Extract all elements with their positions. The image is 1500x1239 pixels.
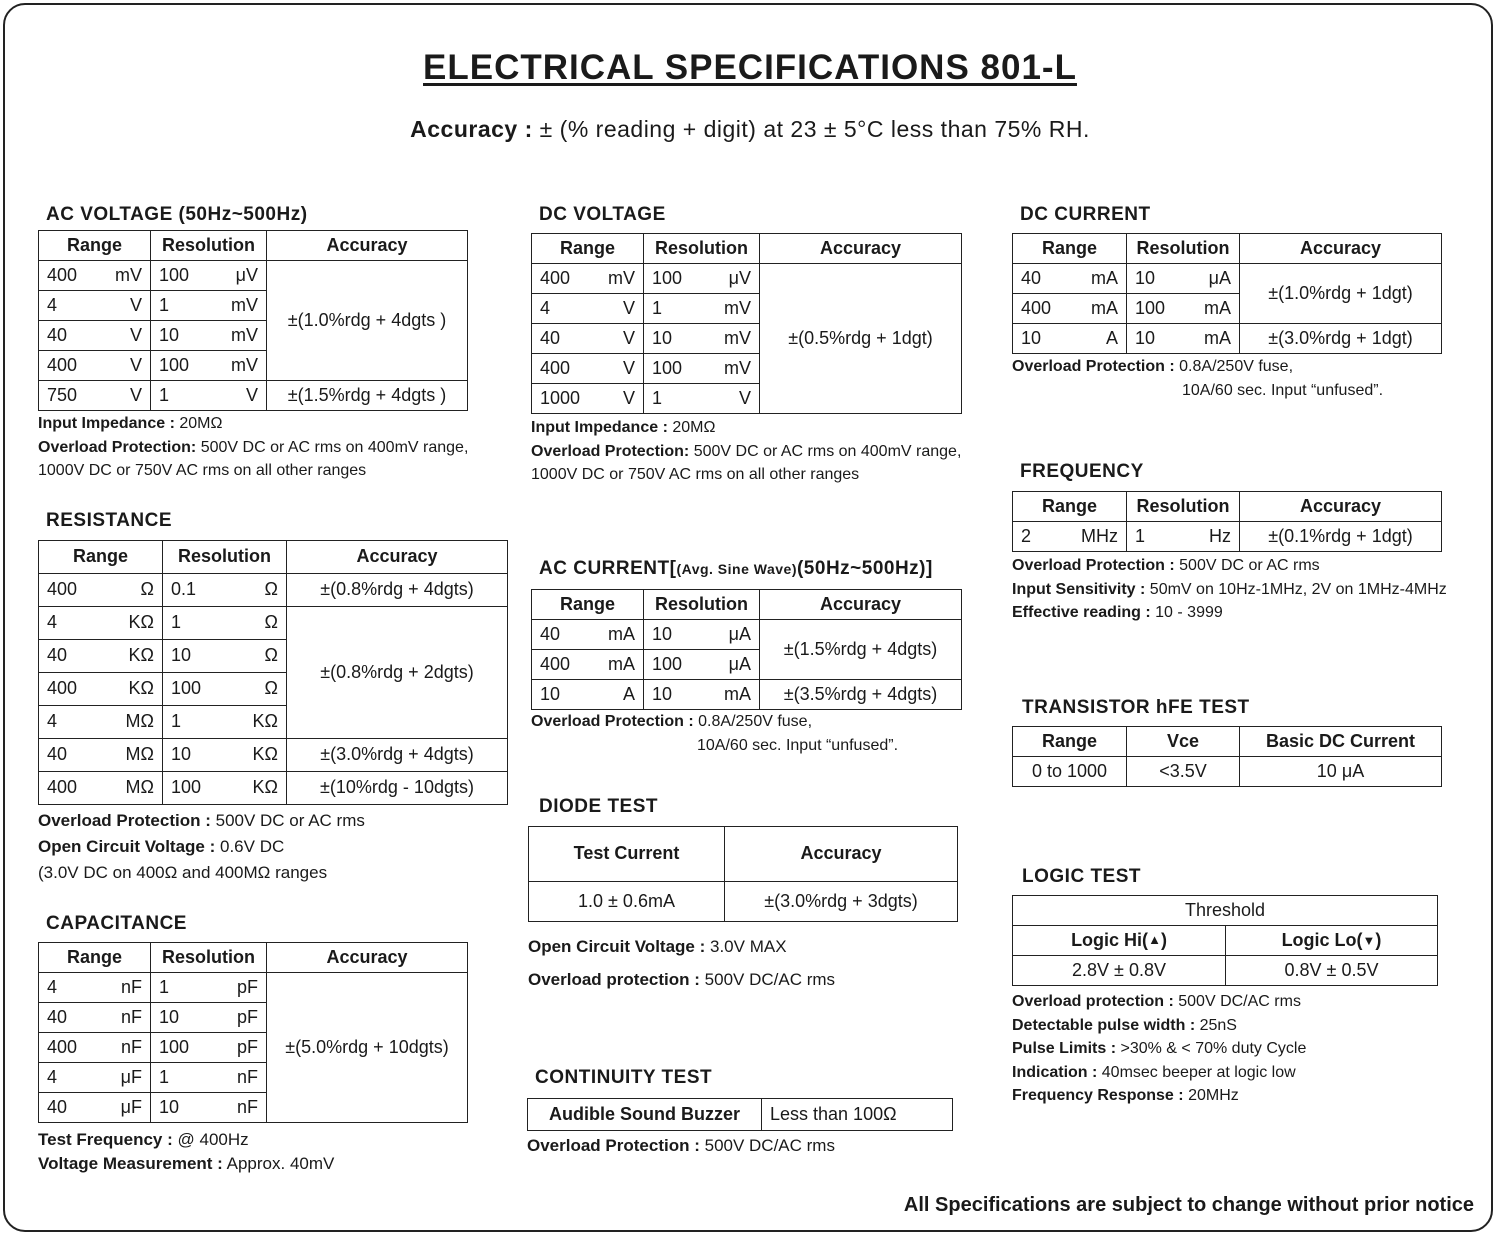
triangle-down-icon: ▼ xyxy=(1362,932,1376,948)
table-row: 4 nF 1 pF ±(5.0%rdg + 10dgts) xyxy=(39,973,468,1003)
table-row: 4 μF 1 nF xyxy=(39,1063,468,1093)
ac-voltage-notes: Input Impedance : 20MΩ Overload Protection: 500V DC or AC rms on 400mV range, 1000V DC or 750V AC rms on all other ranges xyxy=(38,415,469,479)
table-row: 2 MHz 1 Hz ±(0.1%rdg + 1dgt) xyxy=(1013,522,1442,552)
table-row: 400 Ω 0.1 Ω ±(0.8%rdg + 4dgts) xyxy=(39,574,508,607)
table-row: 4 KΩ 1 Ω ±(0.8%rdg + 2dgts) xyxy=(39,607,508,640)
logic-notes: Overload protection : 500V DC/AC rms Detectable pulse width : 25nS Pulse Limits : >30% & < 70% duty Cycle Indication : 40msec beeper at logic low Frequency Response : 20MHz xyxy=(1012,993,1307,1104)
table-row: 400 MΩ 100 KΩ ±(10%rdg - 10dgts) xyxy=(39,772,508,805)
table-row: 0 to 1000 <3.5V 10 μA xyxy=(1013,757,1442,787)
capacitance-title: CAPACITANCE xyxy=(46,913,187,934)
ac-current-table: Range Resolution Accuracy 40 mA 10 μA ±(1.5%rdg + 4dgts) 400 mA 100 μA 10 A 10 mA ±(3.5%rdg + 4dgts) xyxy=(531,589,962,710)
accuracy-statement: Accuracy : ± (% reading + digit) at 23 ± 5°C less than 75% RH. xyxy=(410,116,1090,142)
dc-voltage-notes: Input Impedance : 20MΩ Overload Protection: 500V DC or AC rms on 400mV range, 1000V DC or 750V AC rms on all other ranges xyxy=(531,419,962,483)
logic-table: Threshold Logic Hi(▲) Logic Lo(▼) 2.8V ± 0.8V 0.8V ± 0.5V xyxy=(1012,895,1438,986)
dc-current-notes: Overload Protection : 0.8A/250V fuse, 10A/60 sec. Input “unfused”. xyxy=(1012,358,1384,399)
capacitance-notes: Test Frequency : @ 400Hz Voltage Measurement : Approx. 40mV xyxy=(38,1130,335,1173)
logic-title: LOGIC TEST xyxy=(1022,866,1141,887)
table-row: 40 MΩ 10 KΩ ±(3.0%rdg + 4dgts) xyxy=(39,739,508,772)
table-row: 40 KΩ 10 Ω xyxy=(39,640,508,673)
dc-voltage-table: Range Resolution Accuracy 400 mV 100 μV ±(0.5%rdg + 1dgt) 4 V 1 mV 40 V 10 mV 400 V 100 mV 1000 V 1 V xyxy=(531,233,962,414)
continuity-title: CONTINUITY TEST xyxy=(535,1067,713,1088)
table-row: 400 V 100 mV xyxy=(39,351,468,381)
table-row: Audible Sound Buzzer Less than 100Ω xyxy=(528,1099,953,1131)
table-row: 40 mA 10 μA ±(1.0%rdg + 1dgt) xyxy=(1013,264,1442,294)
table-row: 4 V 1 mV xyxy=(39,291,468,321)
frequency-title: FREQUENCY xyxy=(1020,461,1144,482)
ac-current-notes: Overload Protection : 0.8A/250V fuse, 10A/60 sec. Input “unfused”. xyxy=(531,713,899,754)
table-row: 40 μF 10 nF xyxy=(39,1093,468,1123)
footer-notice: All Specifications are subject to change without prior notice xyxy=(903,1194,1474,1216)
table-row: 4 V 1 mV xyxy=(532,294,962,324)
frequency-table: Range Resolution Accuracy 2 MHz 1 Hz ±(0.1%rdg + 1dgt) xyxy=(1012,491,1442,552)
table-row: 400 V 100 mV xyxy=(532,354,962,384)
capacitance-table: Range Resolution Accuracy 4 nF 1 pF ±(5.0%rdg + 10dgts) 40 nF 10 pF 400 nF 100 pF 4 μF 1 nF 40 μF 10 nF xyxy=(38,942,468,1123)
table-row: 40 nF 10 pF xyxy=(39,1003,468,1033)
table-row: 1.0 ± 0.6mA ±(3.0%rdg + 3dgts) xyxy=(529,882,958,922)
frequency-notes: Overload Protection : 500V DC or AC rms Input Sensitivity : 50mV on 10Hz-1MHz, 2V on 1MHz-4MHz Effective reading : 10 - 3999 xyxy=(1012,557,1447,621)
resistance-notes: Overload Protection : 500V DC or AC rms Open Circuit Voltage : 0.6V DC (3.0V DC on 400Ω and 400MΩ ranges xyxy=(38,811,365,882)
diode-table: Test Current Accuracy 1.0 ± 0.6mA ±(3.0%rdg + 3dgts) xyxy=(528,826,958,922)
table-row: 40 V 10 mV xyxy=(39,321,468,351)
table-row: 2.8V ± 0.8V 0.8V ± 0.5V xyxy=(1013,956,1438,986)
diode-notes: Open Circuit Voltage : 3.0V MAX Overload protection : 500V DC/AC rms xyxy=(528,937,836,989)
table-row: 400 mV 100 μV ±(0.5%rdg + 1dgt) xyxy=(532,264,962,294)
table-row: 10 A 10 mA ±(3.0%rdg + 1dgt) xyxy=(1013,324,1442,354)
page-title: ELECTRICAL SPECIFICATIONS 801-L xyxy=(423,48,1077,87)
table-row: 750 V 1 V ±(1.5%rdg + 4dgts ) xyxy=(39,381,468,411)
table-row: 40 mA 10 μA ±(1.5%rdg + 4dgts) xyxy=(532,620,962,650)
diode-title: DIODE TEST xyxy=(539,796,659,817)
resistance-table: Range Resolution Accuracy 400 Ω 0.1 Ω ±(0.8%rdg + 4dgts) 4 KΩ 1 Ω ±(0.8%rdg + 2dgts) 40 KΩ 10 Ω 400 KΩ 100 Ω 4 MΩ 1 KΩ 40 MΩ 10 KΩ ±(3.0%rdg + 4dgts) 400 MΩ 100 KΩ ±(10%rdg - 10dgts) xyxy=(38,540,508,805)
table-row: 4 MΩ 1 KΩ xyxy=(39,706,508,739)
transistor-table: Range Vce Basic DC Current 0 to 1000 <3.5V 10 μA xyxy=(1012,726,1442,787)
dc-current-title: DC CURRENT xyxy=(1020,204,1151,225)
ac-voltage-title: AC VOLTAGE (50Hz~500Hz) xyxy=(46,204,308,225)
table-row: 400 nF 100 pF xyxy=(39,1033,468,1063)
table-row: 400 mA 100 mA xyxy=(1013,294,1442,324)
ac-current-title: AC CURRENT[(Avg. Sine Wave)(50Hz~500Hz)] xyxy=(539,558,933,579)
table-row: 1000 V 1 V xyxy=(532,384,962,414)
continuity-table xyxy=(527,1098,953,1131)
transistor-title: TRANSISTOR hFE TEST xyxy=(1022,697,1250,718)
resistance-title: RESISTANCE xyxy=(46,510,173,531)
table-row: 40 V 10 mV xyxy=(532,324,962,354)
dc-current-table: Range Resolution Accuracy 40 mA 10 μA ±(1.0%rdg + 1dgt) 400 mA 100 mA 10 A 10 mA ±(3.0%rdg + 1dgt) xyxy=(1012,233,1442,354)
table-row: 400 KΩ 100 Ω xyxy=(39,673,508,706)
ac-voltage-table: Range Resolution Accuracy 400 mV 100 μV ±(1.0%rdg + 4dgts ) 4 V 1 mV 40 V 10 mV 400 V 100 mV 750 V 1 V ±(1.5%rdg + 4dgts ) xyxy=(38,230,468,411)
dc-voltage-title: DC VOLTAGE xyxy=(539,204,666,225)
table-row: 400 mV 100 μV ±(1.0%rdg + 4dgts ) xyxy=(39,261,468,291)
table-row: 400 mA 100 μA xyxy=(532,650,962,680)
triangle-up-icon: ▲ xyxy=(1148,931,1161,947)
continuity-notes: Overload Protection : 500V DC/AC rms xyxy=(527,1136,835,1155)
table-row: 10 A 10 mA ±(3.5%rdg + 4dgts) xyxy=(532,680,962,710)
